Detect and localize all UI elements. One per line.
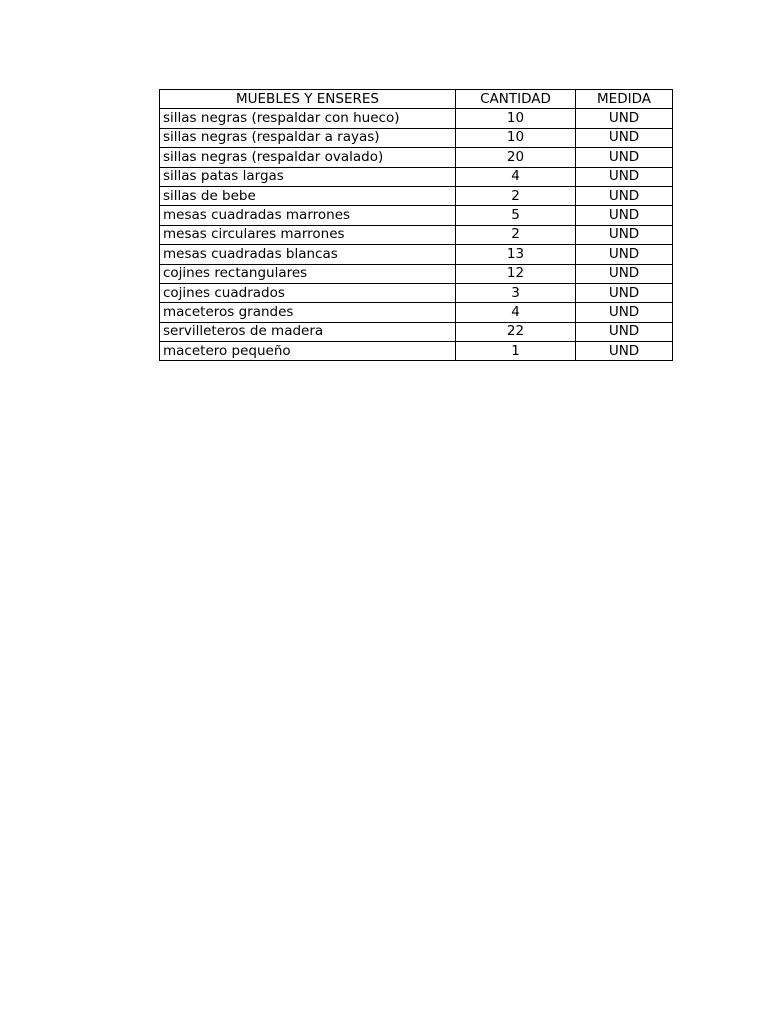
item-unit: UND [576, 303, 673, 322]
item-quantity: 10 [456, 128, 576, 147]
header-muebles: MUEBLES Y ENSERES [160, 90, 456, 109]
item-unit: UND [576, 283, 673, 302]
table-row [160, 148, 673, 167]
item-unit: UND [576, 109, 673, 128]
item-quantity: 10 [456, 109, 576, 128]
item-unit: UND [576, 322, 673, 341]
table-row [160, 186, 673, 205]
item-unit: UND [576, 245, 673, 264]
item-unit: UND [576, 186, 673, 205]
item-unit: UND [576, 225, 673, 244]
inventory-table [159, 89, 673, 361]
table-row [160, 283, 673, 302]
item-quantity: 5 [456, 206, 576, 225]
table-header [160, 90, 673, 109]
item-unit: UND [576, 342, 673, 361]
item-quantity: 20 [456, 148, 576, 167]
table-body [160, 109, 673, 361]
item-quantity: 13 [456, 245, 576, 264]
table-row [160, 225, 673, 244]
table-row [160, 342, 673, 361]
table-row [160, 128, 673, 147]
table-row [160, 245, 673, 264]
item-unit: UND [576, 264, 673, 283]
item-name: cojines cuadrados [160, 283, 456, 302]
item-quantity: 2 [456, 186, 576, 205]
item-name: macetero pequeño [160, 342, 456, 361]
header-cantidad: CANTIDAD [456, 90, 576, 109]
item-name: sillas de bebe [160, 186, 456, 205]
item-name: servilleteros de madera [160, 322, 456, 341]
item-name: mesas cuadradas blancas [160, 245, 456, 264]
table-row [160, 264, 673, 283]
item-unit: UND [576, 167, 673, 186]
item-name: sillas negras (respaldar con hueco) [160, 109, 456, 128]
item-unit: UND [576, 148, 673, 167]
item-quantity: 4 [456, 303, 576, 322]
item-quantity: 22 [456, 322, 576, 341]
item-name: mesas circulares marrones [160, 225, 456, 244]
item-name: sillas patas largas [160, 167, 456, 186]
item-quantity: 2 [456, 225, 576, 244]
item-quantity: 3 [456, 283, 576, 302]
item-name: maceteros grandes [160, 303, 456, 322]
table-row [160, 303, 673, 322]
table-row [160, 109, 673, 128]
item-unit: UND [576, 128, 673, 147]
item-unit: UND [576, 206, 673, 225]
table-row [160, 167, 673, 186]
item-name: sillas negras (respaldar ovalado) [160, 148, 456, 167]
item-name: sillas negras (respaldar a rayas) [160, 128, 456, 147]
table-row [160, 322, 673, 341]
item-name: cojines rectangulares [160, 264, 456, 283]
item-quantity: 12 [456, 264, 576, 283]
item-quantity: 4 [456, 167, 576, 186]
item-name: mesas cuadradas marrones [160, 206, 456, 225]
header-medida: MEDIDA [576, 90, 673, 109]
item-quantity: 1 [456, 342, 576, 361]
table-row [160, 206, 673, 225]
header-row [160, 90, 673, 109]
